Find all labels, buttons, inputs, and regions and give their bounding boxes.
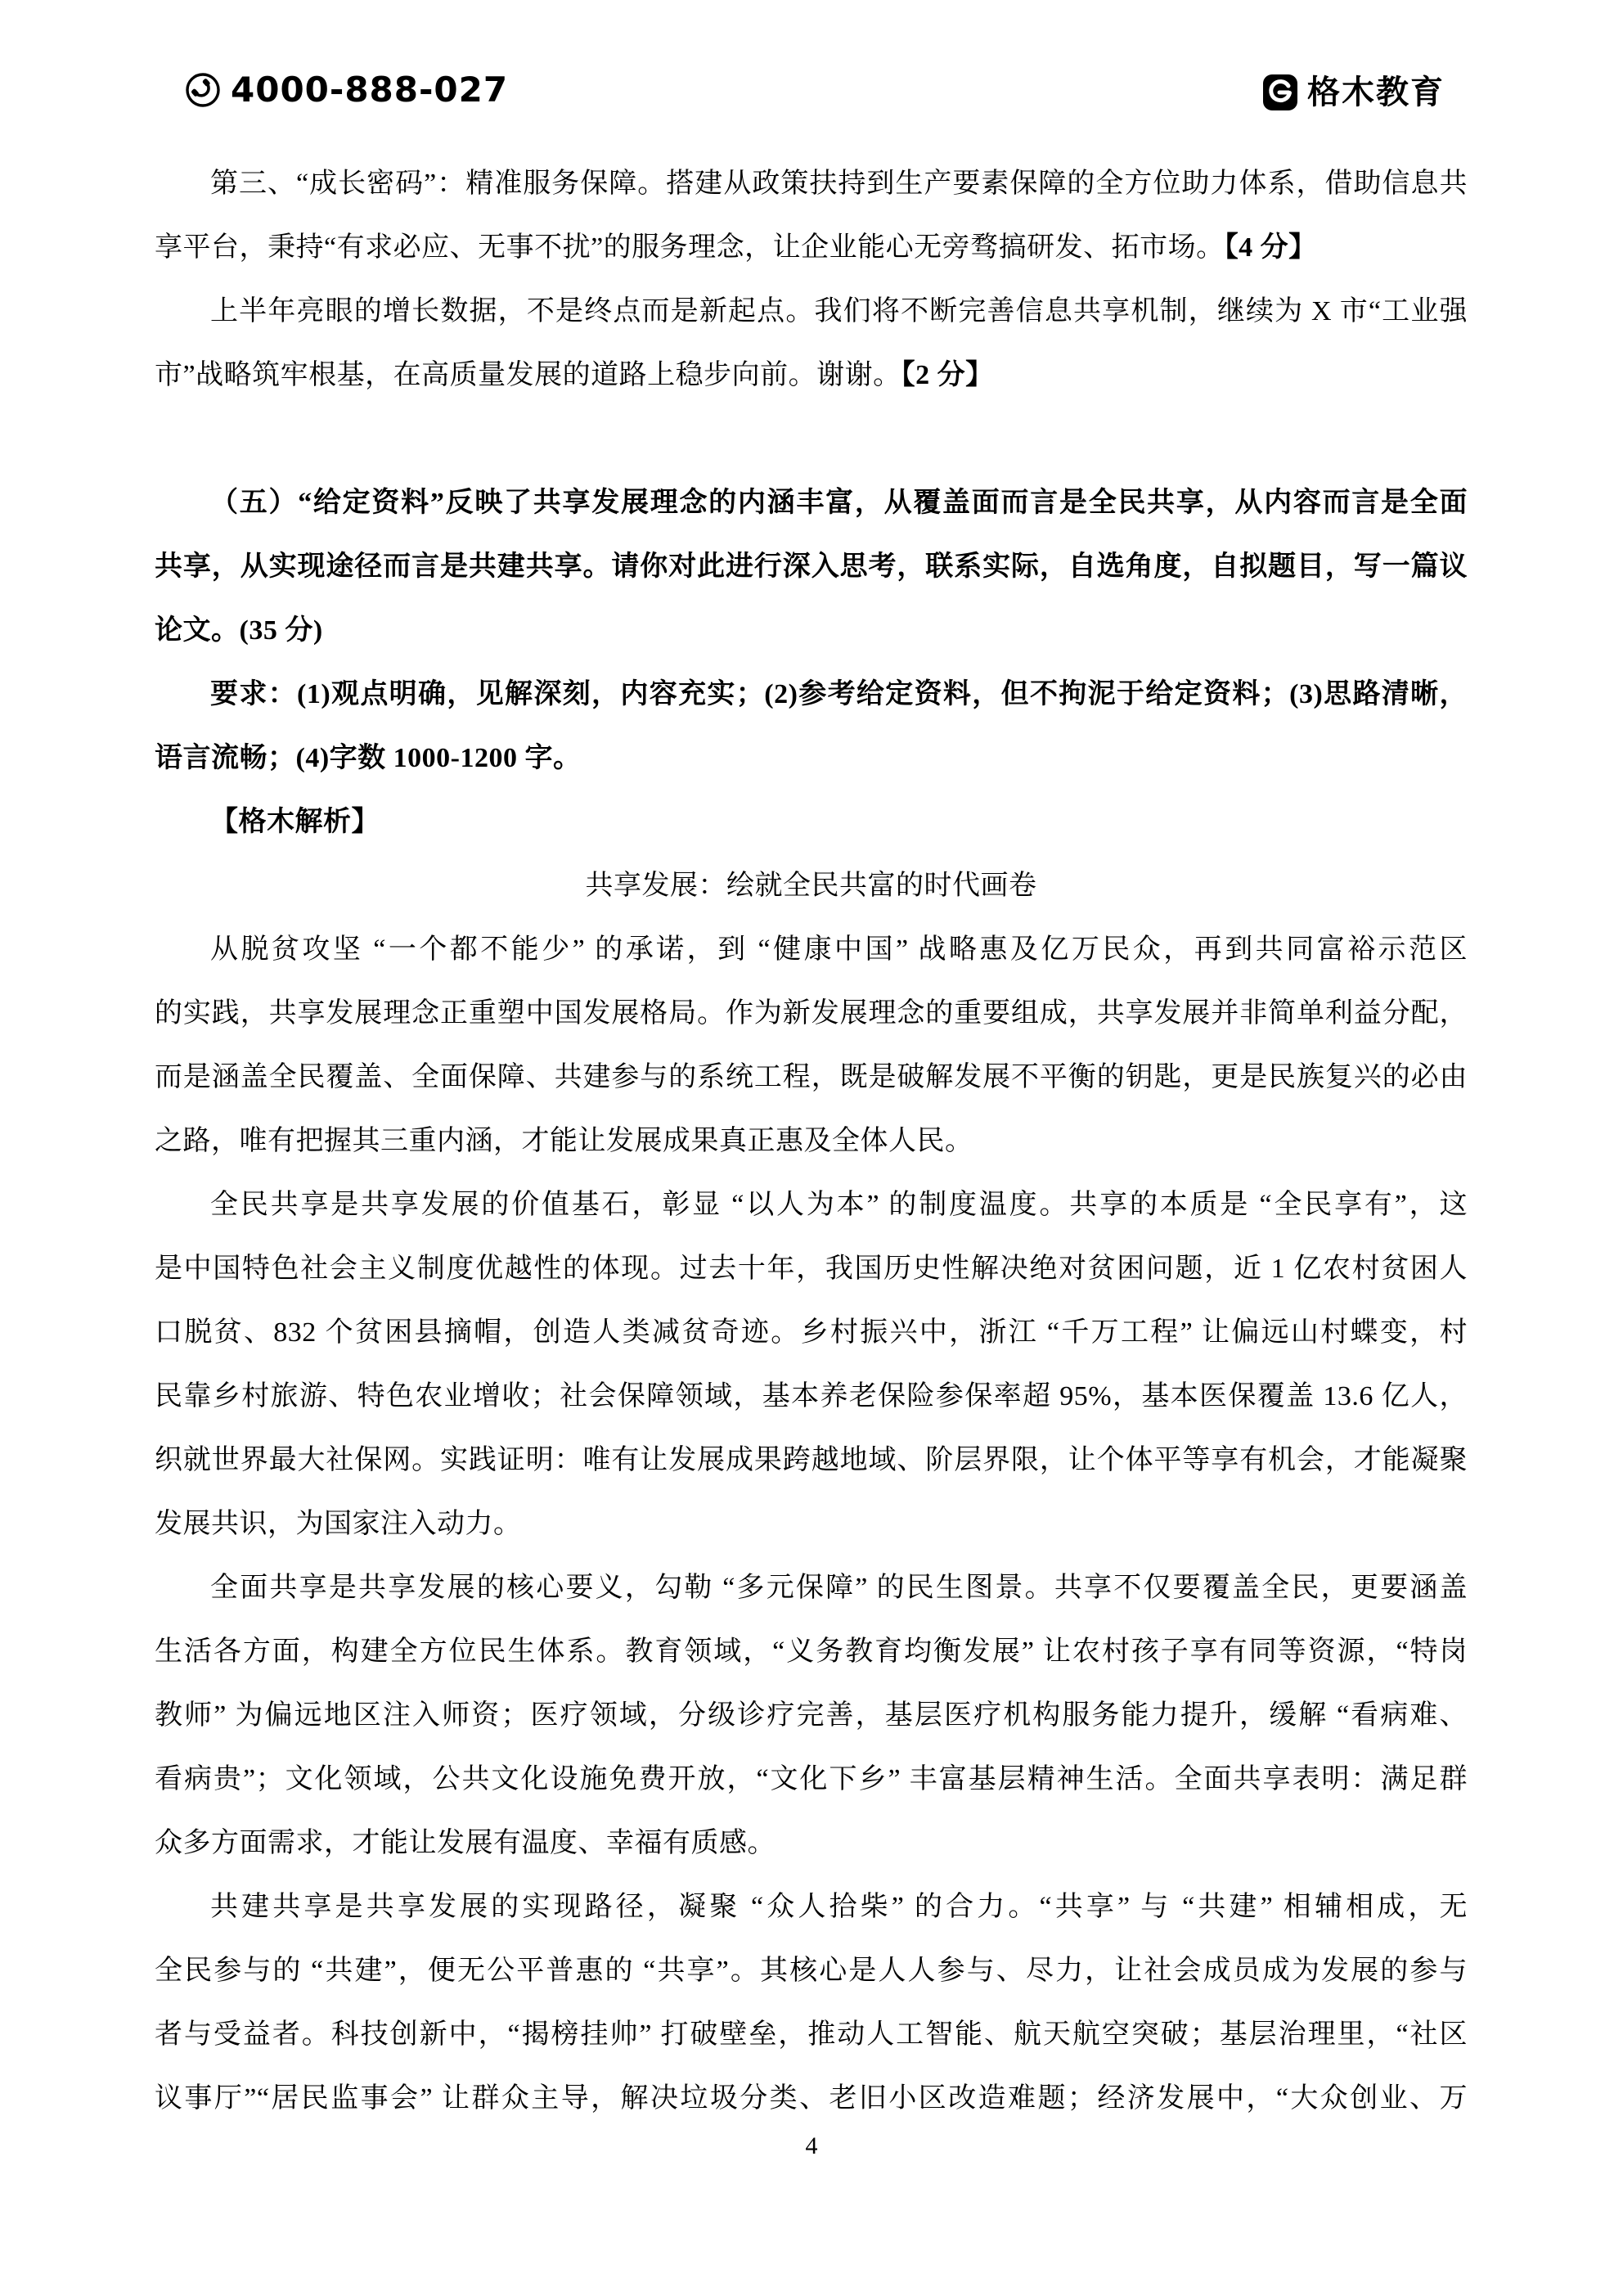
- text-line: [155, 1173, 1468, 1237]
- text-line: [155, 471, 1468, 535]
- text-segment: 众多方面需求，才能让发展有温度、幸福有质感。: [155, 1828, 776, 1858]
- text-segment: 的实践，共享发展理念正重塑中国发展格局。作为新发展理念的重要组成，共享发展并非简单利益分配，: [155, 998, 1468, 1029]
- text-line: [155, 1939, 1468, 2003]
- text-line: [155, 1812, 1468, 1875]
- text-segment: 【4 分】: [1224, 232, 1317, 263]
- phone-block: [185, 72, 508, 108]
- text-line: [155, 2003, 1468, 2067]
- brand-logo-icon: [1263, 74, 1297, 111]
- text-line: [155, 790, 1468, 854]
- text-segment: 口脱贫、832 个贫困县摘帽，创造人类减贫奇迹。乡村振兴中，浙江 “千万工程” 让偏远山村蝶变，村: [155, 1317, 1468, 1348]
- brand-name: 格木教育: [1307, 74, 1445, 111]
- text-line: [155, 152, 1468, 216]
- text-segment: 共建共享是共享发展的实现路径，凝聚 “众人拾柴” 的合力。“共享” 与 “共建” 相辅相成，无: [210, 1892, 1468, 1922]
- text-line: [155, 982, 1468, 1046]
- text-line: [155, 599, 1468, 663]
- text-segment: 民靠乡村旅游、特色农业增收；社会保障领域，基本养老保险参保率超 95%，基本医保覆盖 13.6 亿人，: [155, 1381, 1468, 1411]
- text-segment: 享平台，秉持“有求必应、无事不扰”的服务理念，让企业能心无旁骛搞研发、拓市场。: [155, 232, 1225, 263]
- text-segment: 共享发展：绘就全民共富的时代画卷: [585, 871, 1037, 901]
- text-line: [155, 727, 1468, 790]
- text-segment: 【格木解析】: [210, 807, 380, 837]
- text-segment: 议事厅”“居民监事会” 让群众主导，解决垃圾分类、老旧小区改造难题；经济发展中，“大众创业、万: [155, 2083, 1468, 2114]
- text-line: [155, 854, 1468, 918]
- text-line: [155, 1237, 1468, 1301]
- page-header: [0, 0, 1623, 139]
- text-segment: 发展共识，为国家注入动力。: [155, 1509, 522, 1539]
- text-line: [155, 216, 1468, 280]
- blank-line: [155, 407, 1468, 471]
- text-line: [155, 1556, 1468, 1620]
- text-line: [155, 1046, 1468, 1110]
- document-lines: [155, 152, 1468, 2131]
- phone-number: 4000-888-027: [231, 70, 509, 110]
- text-line: [155, 1365, 1468, 1429]
- text-segment: 语言流畅；(4)字数 1000-1200 字。: [155, 743, 582, 773]
- text-line: [155, 1748, 1468, 1812]
- text-line: [155, 280, 1468, 344]
- phone-icon: [185, 72, 221, 108]
- text-line: [155, 1492, 1468, 1556]
- text-segment: 第三、“成长密码”：精准服务保障。搭建从政策扶持到生产要素保障的全方位助力体系，借助信息共: [210, 169, 1468, 199]
- brand-logo: [1263, 74, 1445, 111]
- text-line: [155, 663, 1468, 727]
- text-segment: 论文。(35 分): [155, 615, 323, 646]
- text-segment: 从脱贫攻坚 “一个都不能少” 的承诺，到 “健康中国” 战略惠及亿万民众，再到共同富裕示范区: [210, 934, 1468, 965]
- text-segment: 【2 分】: [901, 360, 994, 390]
- text-segment: 全民参与的 “共建”，便无公平普惠的 “共享”。其核心是人人参与、尽力，让社会成员成为发展的参与: [155, 1956, 1468, 1986]
- text-segment: 全民共享是共享发展的价值基石，彰显 “以人为本” 的制度温度。共享的本质是 “全民享有”，这: [210, 1190, 1468, 1220]
- text-segment: （五）“给定资料”反映了共享发展理念的内涵丰富，从覆盖面而言是全民共享，从内容而言是全面: [210, 488, 1468, 518]
- text-segment: 要求：(1)观点明确，见解深刻，内容充实；(2)参考给定资料，但不拘泥于给定资料；(3)思路清晰，: [210, 679, 1468, 709]
- text-line: [155, 535, 1468, 599]
- page-number: 4: [805, 2132, 818, 2159]
- text-line: [155, 1875, 1468, 1939]
- text-line: [155, 1684, 1468, 1748]
- text-line: [155, 1301, 1468, 1365]
- text-segment: 教师” 为偏远地区注入师资；医疗领域，分级诊疗完善，基层医疗机构服务能力提升，缓解 “看病难、: [155, 1700, 1468, 1731]
- text-segment: 上半年亮眼的增长数据，不是终点而是新起点。我们将不断完善信息共享机制，继续为 X 市“工业强: [210, 296, 1468, 326]
- text-segment: 者与受益者。科技创新中，“揭榜挂帅” 打破壁垒，推动人工智能、航天航空突破；基层治理里，“社区: [155, 2019, 1468, 2050]
- text-segment: 之路，唯有把握其三重内涵，才能让发展成果真正惠及全体人民。: [155, 1126, 973, 1156]
- text-segment: 生活各方面，构建全方位民生体系。教育领域，“义务教育均衡发展” 让农村孩子享有同等资源，“特岗: [155, 1636, 1468, 1667]
- text-segment: 而是涵盖全民覆盖、全面保障、共建参与的系统工程，既是破解发展不平衡的钥匙，更是民族复兴的必由: [155, 1062, 1468, 1092]
- text-line: [155, 2067, 1468, 2131]
- text-line: [155, 1620, 1468, 1684]
- text-line: [155, 1110, 1468, 1173]
- text-segment: 织就世界最大社保网。实践证明：唯有让发展成果跨越地域、阶层界限，让个体平等享有机会，才能凝聚: [155, 1445, 1468, 1475]
- text-segment: 市”战略筑牢根基，在高质量发展的道路上稳步向前。谢谢。: [155, 360, 901, 390]
- text-segment: 看病贵”；文化领域，公共文化设施免费开放，“文化下乡” 丰富基层精神生活。全面共享表明：满足群: [155, 1764, 1468, 1794]
- text-segment: 共享，从实现途径而言是共建共享。请你对此进行深入思考，联系实际，自选角度，自拟题目，写一篇议: [155, 551, 1468, 582]
- text-line: [155, 344, 1468, 407]
- text-line: [155, 1429, 1468, 1492]
- text-segment: 是中国特色社会主义制度优越性的体现。过去十年，我国历史性解决绝对贫困问题，近 1 亿农村贫困人: [155, 1254, 1468, 1284]
- text-line: [155, 918, 1468, 982]
- text-segment: 全面共享是共享发展的核心要义，勾勒 “多元保障” 的民生图景。共享不仅要覆盖全民，更要涵盖: [210, 1573, 1468, 1603]
